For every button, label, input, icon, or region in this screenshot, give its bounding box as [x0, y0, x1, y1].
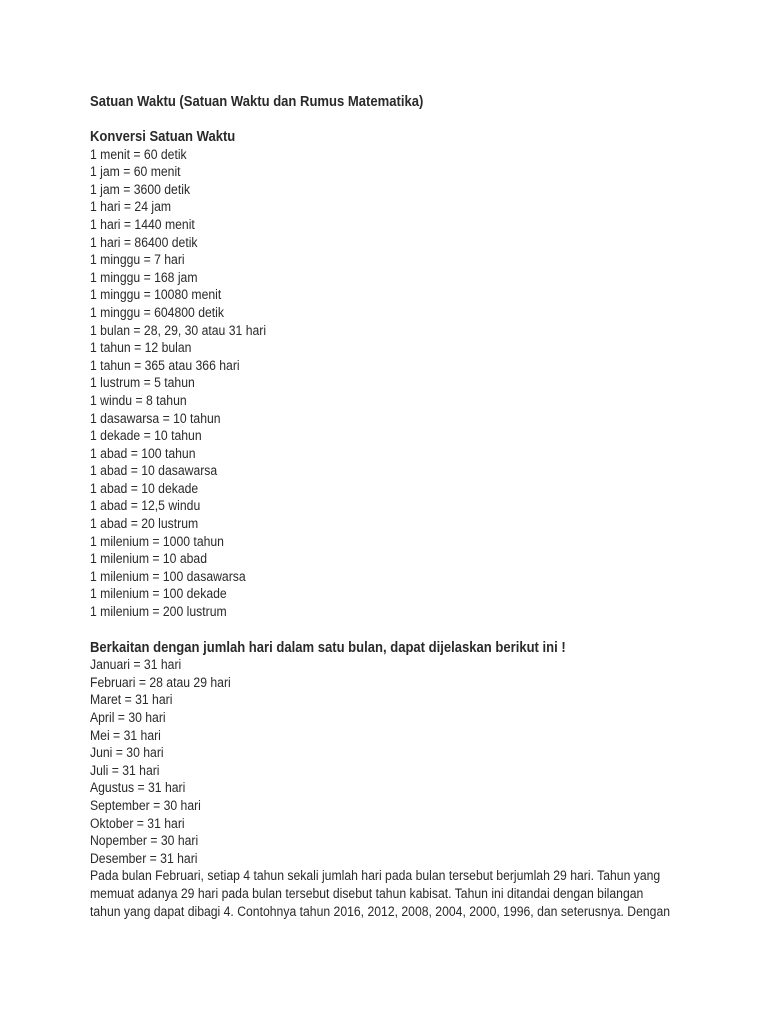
document-title: Satuan Waktu (Satuan Waktu dan Rumus Matematika) [90, 94, 424, 110]
konversi-item: 1 jam = 60 menit [90, 164, 181, 181]
konversi-item: 1 hari = 1440 menit [90, 216, 195, 233]
konversi-item: 1 tahun = 365 atau 366 hari [90, 357, 240, 374]
konversi-item: 1 lustrum = 5 tahun [90, 375, 195, 392]
konversi-item: 1 minggu = 168 jam [90, 269, 198, 286]
konversi-item: 1 abad = 100 tahun [90, 445, 196, 462]
konversi-item: 1 minggu = 604800 detik [90, 304, 224, 321]
konversi-item: 1 milenium = 10 abad [90, 551, 208, 568]
konversi-item: 1 jam = 3600 detik [90, 181, 191, 198]
document-page [90, 94, 690, 921]
konversi-item: 1 windu = 8 tahun [90, 392, 187, 409]
bulan-item: Desember = 31 hari [90, 850, 198, 867]
paragraph-line: Pada bulan Februari, setiap 4 tahun sekali jumlah hari pada bulan tersebut berjumlah 29 hari. Tahun yang [90, 868, 661, 885]
bulan-item: Juli = 31 hari [90, 762, 160, 779]
bulan-item: Oktober = 31 hari [90, 815, 185, 832]
konversi-item: 1 minggu = 10080 menit [90, 287, 222, 304]
bulan-item: September = 30 hari [90, 797, 201, 814]
konversi-item: 1 abad = 10 dekade [90, 480, 199, 497]
konversi-item: 1 milenium = 1000 tahun [90, 533, 224, 550]
bulan-item: April = 30 hari [90, 710, 166, 726]
konversi-item: 1 hari = 86400 detik [90, 234, 198, 251]
konversi-item: 1 dekade = 10 tahun [90, 428, 202, 445]
konversi-item: 1 minggu = 7 hari [90, 252, 185, 269]
konversi-item: 1 milenium = 200 lustrum [90, 604, 227, 621]
paragraph-line: memuat adanya 29 hari pada bulan tersebut disebut tahun kabisat. Tahun ini ditandai dengan bilangan [90, 885, 644, 902]
kabisat-paragraph [90, 868, 690, 921]
bulan-item: Februari = 28 atau 29 hari [90, 674, 231, 691]
bulan-item: Juni = 30 hari [90, 745, 164, 762]
konversi-item: 1 hari = 24 jam [90, 199, 172, 216]
konversi-item: 1 tahun = 12 bulan [90, 340, 192, 357]
konversi-item: 1 milenium = 100 dekade [90, 586, 227, 603]
konversi-heading: Konversi Satuan Waktu [90, 129, 236, 145]
bulan-item: Maret = 31 hari [90, 692, 173, 709]
bulan-list [90, 657, 690, 868]
bulan-item: Mei = 31 hari [90, 727, 161, 744]
paragraph-line: tahun yang dapat dibagi 4. Contohnya tahun 2016, 2012, 2008, 2004, 2000, 1996, dan seterusnya. Dengan [90, 903, 671, 920]
konversi-item: 1 abad = 10 dasawarsa [90, 463, 218, 480]
bulan-item: Agustus = 31 hari [90, 780, 186, 797]
konversi-item: 1 abad = 20 lustrum [90, 516, 199, 533]
konversi-list [90, 147, 690, 622]
konversi-item: 1 menit = 60 detik [90, 146, 187, 163]
bulan-item: Nopember = 30 hari [90, 833, 199, 850]
konversi-item: 1 bulan = 28, 29, 30 atau 31 hari [90, 322, 267, 339]
konversi-item: 1 abad = 12,5 windu [90, 498, 201, 515]
konversi-item: 1 dasawarsa = 10 tahun [90, 410, 221, 427]
bulan-item: Januari = 31 hari [90, 657, 182, 674]
konversi-item: 1 milenium = 100 dasawarsa [90, 568, 246, 585]
bulan-heading: Berkaitan dengan jumlah hari dalam satu bulan, dapat dijelaskan berikut ini ! [90, 639, 566, 656]
